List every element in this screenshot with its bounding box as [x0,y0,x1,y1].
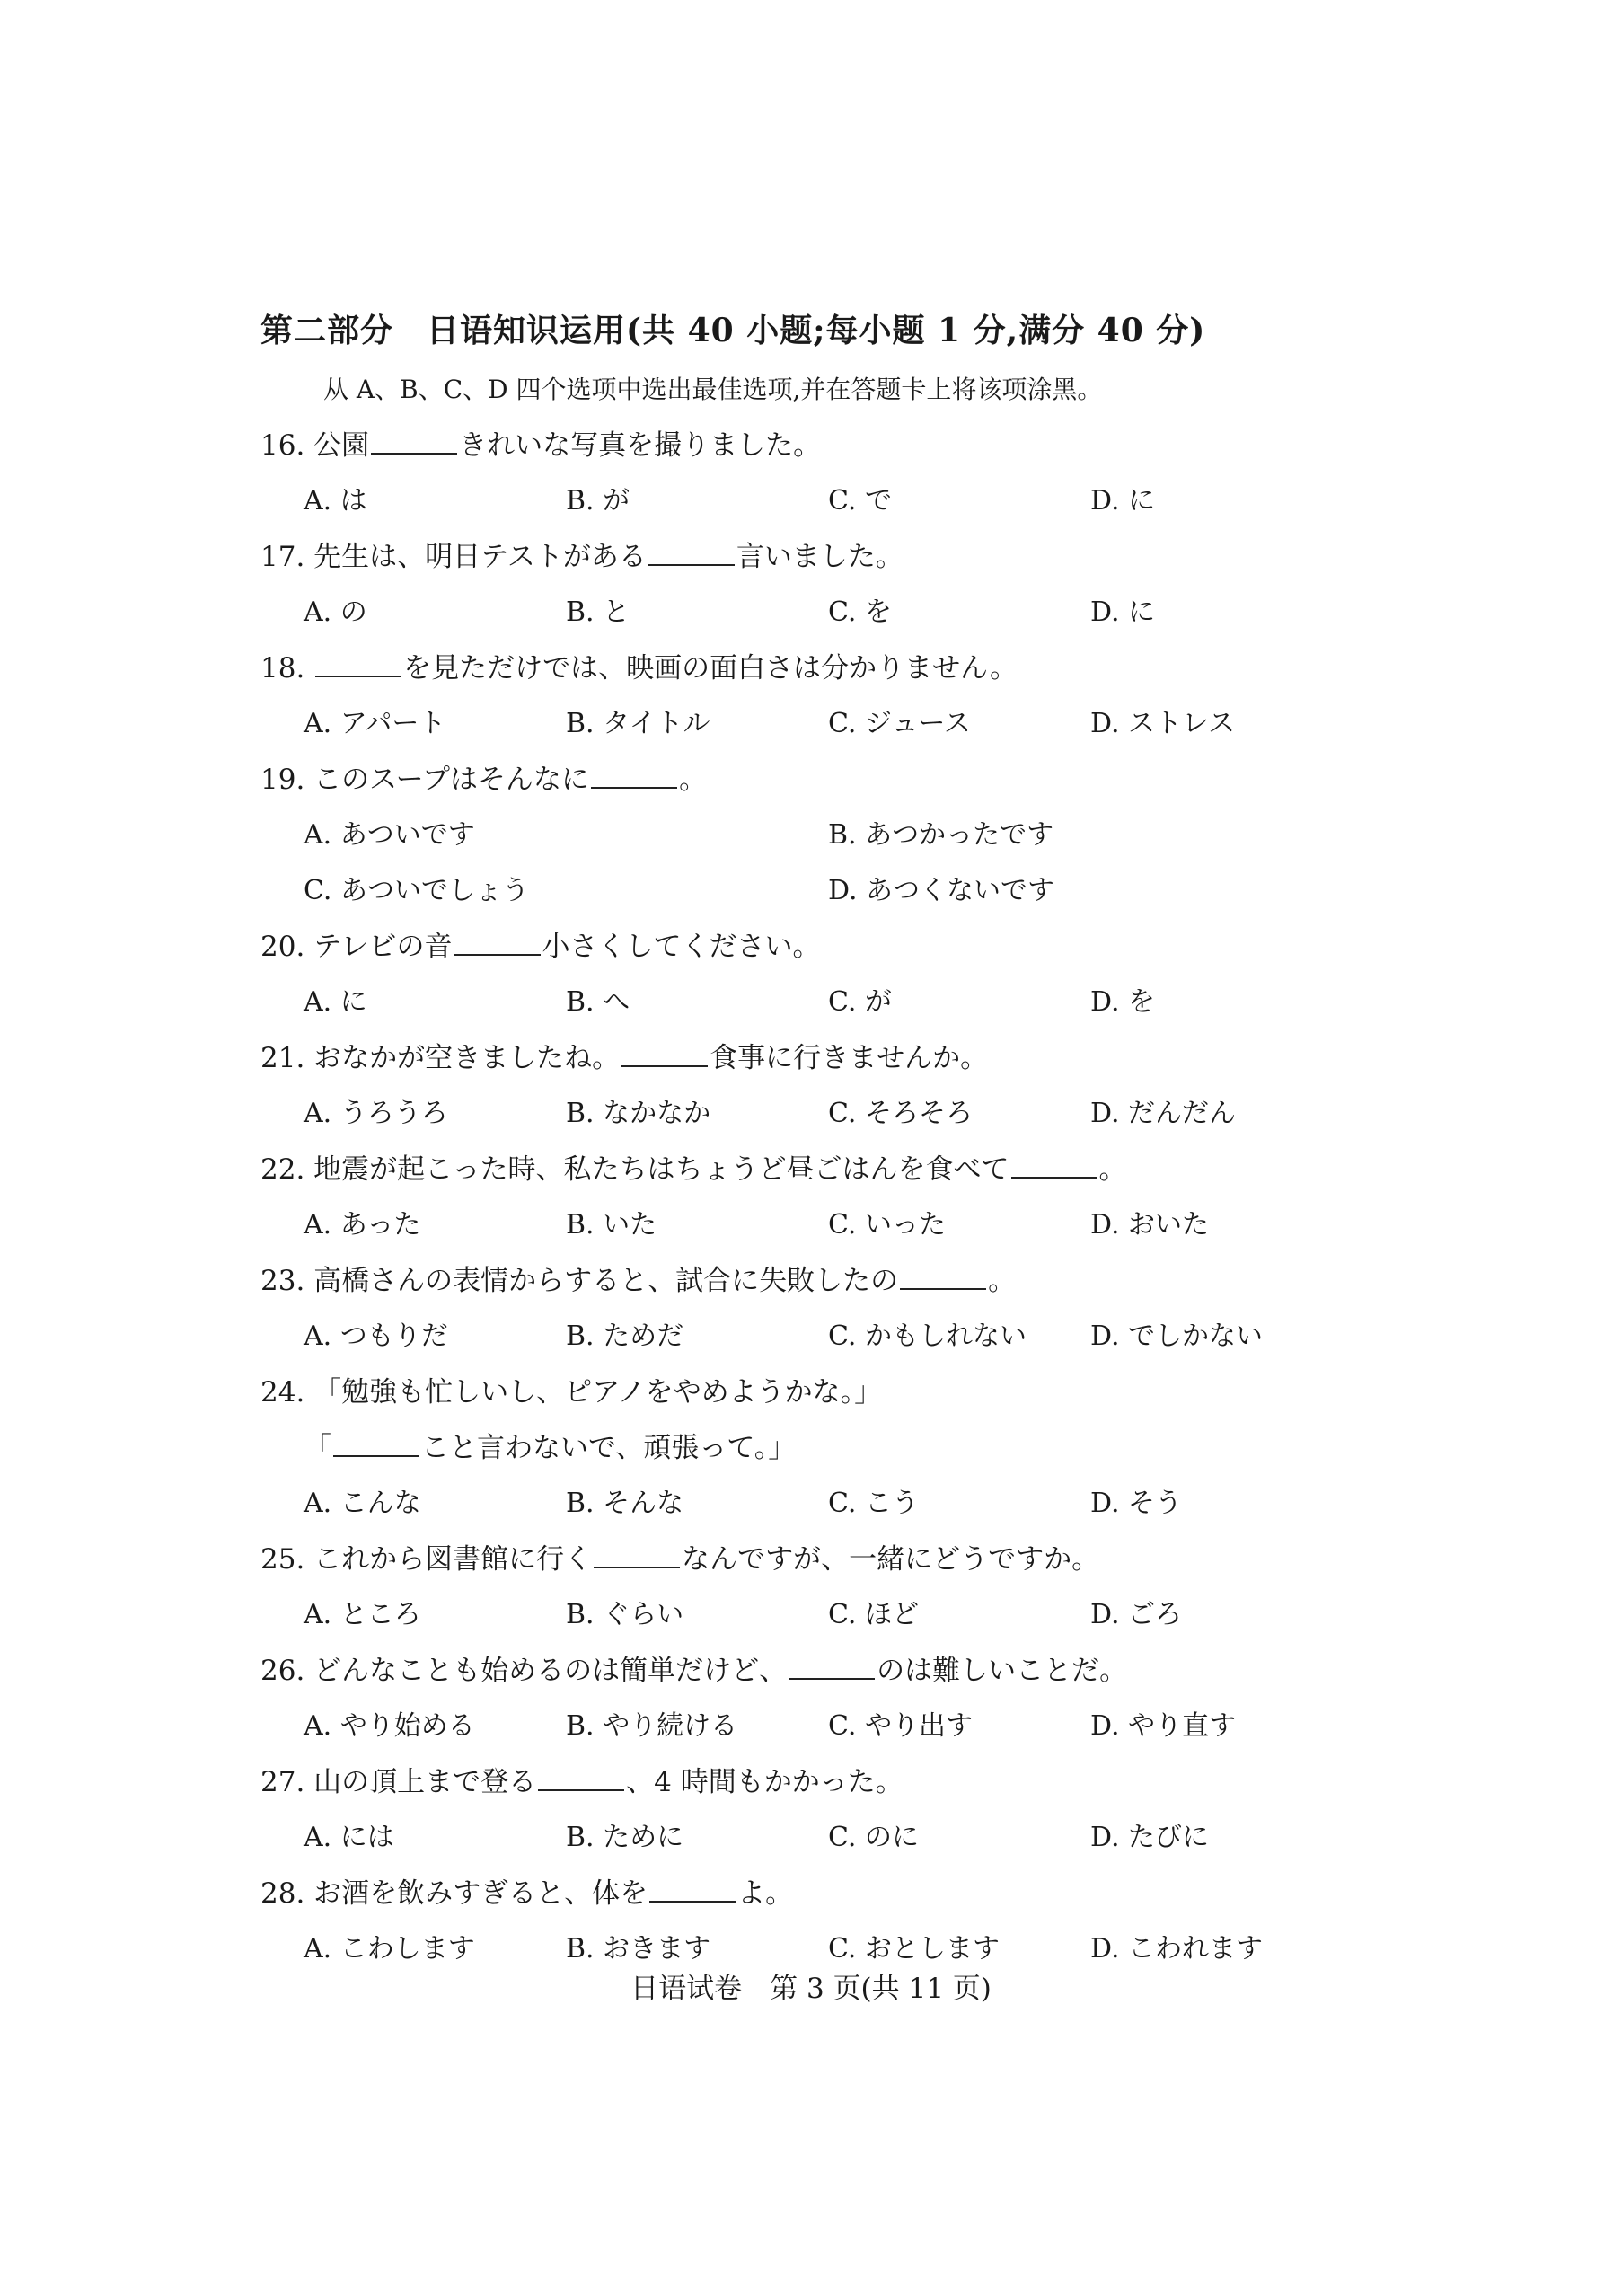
question-25 [260,1532,1428,1643]
option-c: C. を [828,596,892,628]
option-row [260,1309,1428,1364]
stem-text-after: 食事に行きませんか。 [710,1042,989,1074]
stem-text-before: 21. おなかが空きましたね。 [260,1042,621,1074]
page-footer: 日语试卷 第 3 页(共 11 页) [630,1973,992,2005]
question-stem [260,1142,1428,1197]
option-d: D. あつくないです [828,875,1055,906]
answer-blank [789,1656,875,1680]
option-c: C. やり出す [828,1710,973,1742]
option-c: C. あついでしょう [304,875,529,906]
stem-text-before: 26. どんなことも始めるのは簡単だけど、 [260,1655,788,1687]
question-16 [260,418,1428,529]
option-b: B. ために [566,1822,684,1853]
option-b: B. が [566,485,630,517]
option-c: C. そろそろ [828,1098,973,1129]
option-row [260,696,1428,752]
option-c: C. のに [828,1822,919,1853]
option-a: A. には [304,1822,394,1853]
question-28 [260,1866,1428,1977]
question-22 [260,1142,1428,1253]
option-a: A. に [304,986,367,1018]
option-a: A. やり始める [304,1710,475,1742]
stem-text-before: 20. テレビの音 [260,931,453,963]
answer-blank [649,1879,736,1903]
answer-blank [648,543,735,566]
stem-text-before: 24. 「勉強も忙しいし、ピアノをやめようかな。」 [260,1376,883,1409]
option-row [260,585,1428,640]
question-17 [260,529,1428,640]
option-b: B. なかなか [566,1098,711,1129]
option-b: B. タイトル [566,708,710,739]
question-stem [260,752,1428,808]
stem-text-after: 。 [988,1265,1017,1297]
option-a: A. ところ [304,1599,421,1630]
option-b: B. いた [566,1209,657,1241]
option-c: C. おとします [828,1933,1000,1965]
stem-text-after: なんですが、一緒にどうですか。 [682,1543,1100,1576]
option-d: D. そう [1090,1488,1183,1519]
option-b: B. あつかったです [828,819,1054,851]
option-b: B. そんな [566,1488,684,1519]
answer-blank [1011,1155,1097,1179]
option-a: A. こんな [304,1488,421,1519]
stem-text-before: 18. [260,652,314,684]
answer-blank [538,1768,624,1791]
question-18 [260,640,1428,752]
question-stem [260,418,1428,473]
question-21 [260,1030,1428,1142]
option-d: D. を [1090,986,1156,1018]
option-d: D. おいた [1090,1209,1210,1241]
option-b: B. やり続ける [566,1710,738,1742]
option-c: C. いった [828,1209,946,1241]
option-row [260,863,1428,919]
option-d: D. に [1090,596,1156,628]
answer-blank [594,1545,680,1568]
option-d: D. やり直す [1090,1710,1237,1742]
stem-text-after: を見ただけでは、映画の面白さは分かりません。 [403,652,1018,684]
option-a: A. こわします [304,1933,475,1965]
option-d: D. に [1090,485,1156,517]
question-list [260,418,1428,1977]
option-d: D. たびに [1090,1822,1210,1853]
question-23 [260,1253,1428,1364]
question-stem [260,1866,1428,1921]
option-a: A. うろうろ [304,1098,448,1129]
option-b: B. へ [566,986,630,1018]
stem-text-after: 小さくしてください。 [542,931,821,963]
stem-text-after: よ。 [737,1877,794,1910]
option-c: C. が [828,986,892,1018]
stem-text-after: 。 [1098,1153,1127,1186]
section-title: 第二部分 日语知识运用(共 40 小题;每小题 1 分,满分 40 分) [260,312,1206,349]
option-c: C. こう [828,1488,919,1519]
question-19 [260,752,1428,919]
stem-text-before: 17. 先生は、明日テストがある [260,541,647,573]
option-d: D. こわれます [1090,1933,1264,1965]
stem-text-after: 、4 時間もかかった。 [626,1766,904,1798]
stem-text-after: のは難しいことだ。 [877,1655,1128,1687]
stem-text-before: 23. 高橋さんの表情からすると、試合に失敗したの [260,1265,899,1297]
stem-text-before: 25. これから図書館に行く [260,1543,593,1576]
answer-blank [621,1044,708,1067]
dialog-reply [260,1420,1428,1476]
question-stem [260,640,1428,696]
question-stem [260,1253,1428,1309]
stem-text-before: 16. 公園 [260,429,370,462]
option-a: A. あった [304,1209,421,1241]
question-27 [260,1754,1428,1866]
option-c: C. で [828,485,892,517]
option-a: A. アパート [304,708,446,739]
option-row [260,1197,1428,1253]
option-d: D. でしかない [1090,1320,1264,1352]
option-c: C. ジュース [828,708,971,739]
stem-text-after: きれいな写真を撮りました。 [459,429,822,462]
answer-blank [591,765,677,789]
option-row [260,1699,1428,1754]
question-stem [260,1364,1428,1420]
question-stem [260,919,1428,975]
stem-text-before: 22. 地震が起こった時、私たちはちょうど昼ごはんを食べて [260,1153,1009,1186]
question-24 [260,1364,1428,1532]
option-row [260,473,1428,529]
option-b: B. ためだ [566,1320,684,1352]
option-a: A. は [304,485,367,517]
dialog-text-after: こと言わないで、頑張って。」 [421,1432,797,1464]
option-b: B. おきます [566,1933,711,1965]
question-stem [260,1754,1428,1810]
option-a: A. の [304,596,367,628]
option-b: B. ぐらい [566,1599,684,1630]
question-stem [260,529,1428,585]
option-c: C. かもしれない [828,1320,1027,1352]
option-d: D. だんだん [1090,1098,1237,1129]
stem-text-before: 19. このスープはそんなに [260,764,590,796]
option-row [260,1810,1428,1866]
section-instruction: 从 A、B、C、D 四个选项中选出最佳选项,并在答题卡上将该项涂黑。 [323,375,1103,404]
stem-text-after: 。 [679,764,708,796]
answer-blank [900,1267,986,1290]
option-row [260,975,1428,1030]
option-row [260,808,1428,863]
option-row [260,1476,1428,1532]
answer-blank [333,1434,419,1457]
option-d: D. ごろ [1090,1599,1183,1630]
question-stem [260,1030,1428,1086]
answer-blank [315,654,401,677]
option-a: A. つもりだ [304,1320,448,1352]
question-26 [260,1643,1428,1754]
stem-text-before: 27. 山の頂上まで登る [260,1766,537,1798]
dialog-text-before: 「 [304,1432,331,1464]
question-20 [260,919,1428,1030]
question-stem [260,1643,1428,1699]
answer-blank [371,431,457,455]
option-row [260,1086,1428,1142]
stem-text-before: 28. お酒を飲みすぎると、体を [260,1877,648,1910]
stem-text-after: 言いました。 [736,541,904,573]
option-row [260,1587,1428,1643]
option-b: B. と [566,596,630,628]
option-c: C. ほど [828,1599,919,1630]
answer-blank [454,932,541,956]
question-stem [260,1532,1428,1587]
option-a: A. あついです [304,819,475,851]
option-d: D. ストレス [1090,708,1236,739]
